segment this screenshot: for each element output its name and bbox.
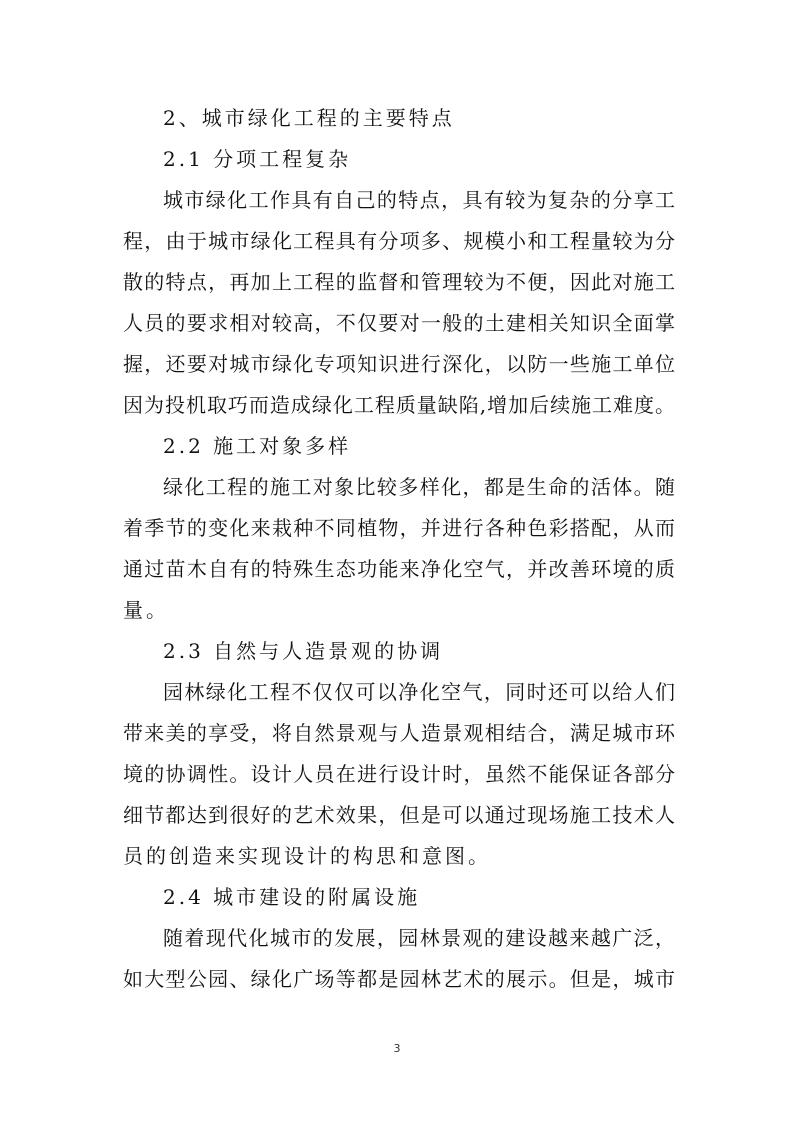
document-body: [123, 98, 675, 1000]
paragraph-line: 散的特点，再加上工程的监督和管理较为不便，因此对施工: [123, 270, 675, 294]
paragraph-line: 员的创造来实现设计的构思和意图。: [123, 844, 491, 868]
paragraph-line: 通过苗木自有的特殊生态功能来净化空气，并改善环境的质: [123, 557, 675, 581]
subsection-heading: 2.3 自然与人造景观的协调: [163, 639, 444, 663]
paragraph-line: 因为投机取巧而造成绿化工程质量缺陷,增加后续施工难度。: [123, 393, 675, 417]
paragraph-line: 境的协调性。设计人员在进行设计时，虽然不能保证各部分: [123, 762, 675, 786]
subsection-heading: 2.2 施工对象多样: [163, 434, 352, 458]
paragraph-line: 绿化工程的施工对象比较多样化，都是生命的活体。随: [163, 475, 675, 499]
paragraph-line: 量。: [123, 598, 169, 622]
paragraph-line: 城市绿化工作具有自己的特点，具有较为复杂的分享工: [163, 188, 675, 212]
paragraph-line: 握，还要对城市绿化专项知识进行深化，以防一些施工单位: [123, 352, 675, 376]
paragraph-line: 带来美的享受，将自然景观与人造景观相结合，满足城市环: [123, 721, 675, 745]
paragraph-line: 着季节的变化来栽种不同植物，并进行各种色彩搭配，从而: [123, 516, 675, 540]
paragraph-line: 如大型公园、绿化广场等都是园林艺术的展示。但是，城市: [123, 967, 675, 991]
paragraph-line: 随着现代化城市的发展，园林景观的建设越来越广泛，: [163, 926, 675, 950]
subsection-heading: 2.1 分项工程复杂: [163, 147, 352, 171]
paragraph-line: 人员的要求相对较高，不仅要对一般的土建相关知识全面掌: [123, 311, 675, 335]
paragraph-line: 程，由于城市绿化工程具有分项多、规模小和工程量较为分: [123, 229, 675, 253]
page-number: 3: [393, 1042, 401, 1055]
subsection-heading: 2.4 城市建设的附属设施: [163, 885, 421, 909]
section-heading: 2、城市绿化工程的主要特点: [163, 106, 455, 130]
paragraph-line: 园林绿化工程不仅仅可以净化空气，同时还可以给人们: [163, 680, 675, 704]
paragraph-line: 细节都达到很好的艺术效果，但是可以通过现场施工技术人: [123, 803, 675, 827]
